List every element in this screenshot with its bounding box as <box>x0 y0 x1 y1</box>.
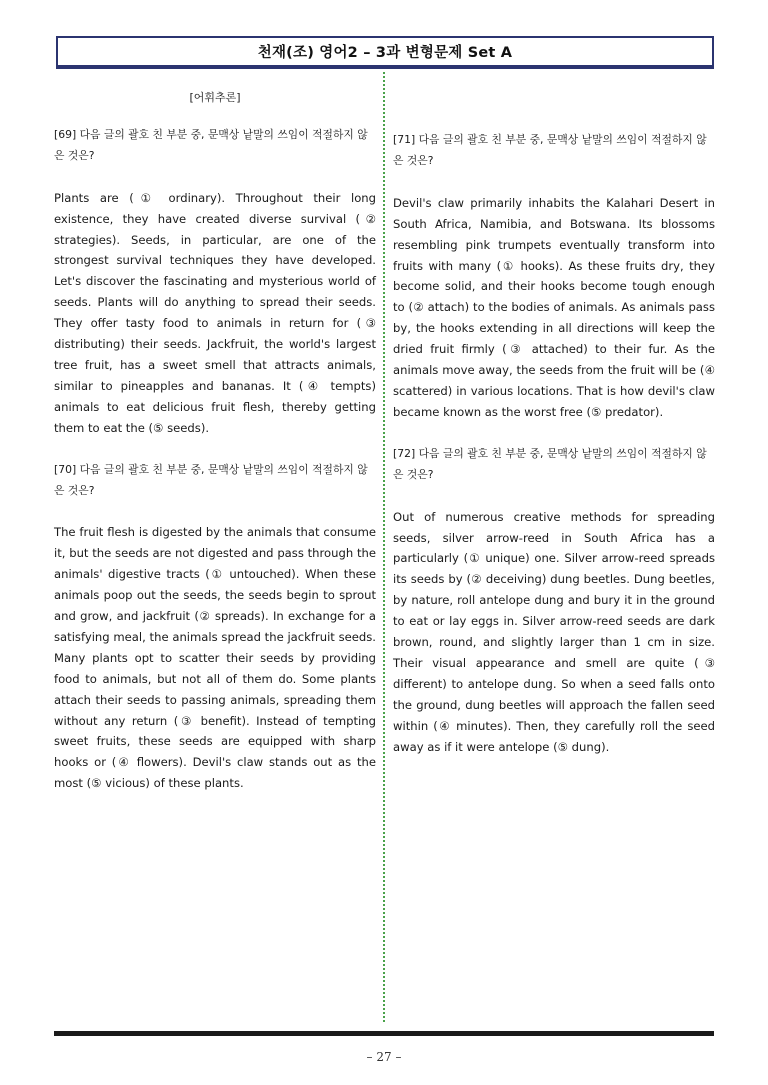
section-category-label: [어휘추론] <box>189 91 241 104</box>
question-71-prompt: [71] 다음 글의 괄호 친 부분 중, 문맥상 낱말의 쓰임이 적절하지 않은 것은? <box>393 133 707 167</box>
spacer <box>54 501 376 522</box>
spacer <box>54 167 376 188</box>
question-72-prompt: [72] 다음 글의 괄호 친 부분 중, 문맥상 낱말의 쓰임이 적절하지 않은 것은? <box>393 446 707 481</box>
column-divider <box>383 72 385 1022</box>
question-69-passage: Plants are (① ordinary). Throughout their long existence, they have created diverse survival (② strategies). Seeds, in particular, are one of the strongest survival techniques they have developed. Let's discover the fascinating and mysterious world of seeds. Plants will do anything to spread their seeds. They offer tasty food to animals in return for (③ distributing) their seeds. Jackfruit, the world's largest tree fruit, has a sweet smell that attracts animals, similar to pineapples and bananas. It (④ tempts) animals to eat delicious fruit flesh, thereby getting them to eat the (⑤ seeds). <box>54 190 376 435</box>
right-column <box>393 130 715 757</box>
footer-rule <box>54 1031 714 1036</box>
spacer <box>54 439 376 460</box>
question-70-prompt: [70] 다음 글의 괄호 친 부분 중, 문맥상 낱말의 쓰임이 적절하지 않은 것은? <box>54 462 368 497</box>
question-71-passage: Devil's claw primarily inhabits the Kalahari Desert in South Africa, Namibia, and Botswana. Its blossoms resembling pink trumpets eventually transform into fruits with many (① hooks). As these fruits dry, they become solid, and their hooks become tough enough to (② attach) to the bodies of animals. As animals pass by, the hooks extending in all directions will keep the dried fruit firmly (③ attached) to their fur. As the animals move away, the seeds from the fruit will be (④ scattered) in various locations. That is how devil's claw became known as the worst free (⑤ predator). <box>393 195 715 419</box>
question-69-prompt: [69] 다음 글의 괄호 친 부분 중, 문맥상 낱말의 쓰임이 적절하지 않은 것은? <box>54 127 368 162</box>
left-column <box>54 82 376 794</box>
spacer <box>393 172 715 193</box>
question-72-passage: Out of numerous creative methods for spreading seeds, silver arrow-reed in South Africa has a particularly (① unique) one. Silver arrow-reed spreads its seeds by (② deceiving) dung beetles. Dung beetles, by nature, roll antelope dung and bury it in the ground to eat or lay eggs in. Silver arrow-reed seeds are dark brown, round, and slightly larger than 1 cm in size. Their visual appearance and smell are quite (③ different) to antelope dung. So when a seed falls onto the ground, dung beetles will approach the fallen seed within (④ minutes). Then, they carefully roll the seed away as if it were antelope (⑤ dung). <box>393 509 715 754</box>
spacer <box>393 486 715 507</box>
page-title: 천재(조) 영어2 – 3과 변형문제 Set A <box>56 36 714 69</box>
page-number: – 27 – <box>366 1050 402 1064</box>
spacer <box>393 423 715 444</box>
question-70-passage: The fruit flesh is digested by the animals that consume it, but the seeds are not digested and pass through the animals' digestive tracts (① untouched). When these animals poop out the seeds, the seeds begin to sprout and grow, and jackfruit (② spreads). In exchange for a satisfying meal, the animals spread the jackfruit seeds. Many plants opt to scatter their seeds by providing food to animals, but not all of them do. Some plants attach their seeds to passing animals, spreading them without any return (③ benefit). Instead of tempting sweet fruits, these seeds are equipped with sharp hooks or (④ flowers). Devil's claw stands out as the most (⑤ vicious) of these plants. <box>54 525 376 791</box>
